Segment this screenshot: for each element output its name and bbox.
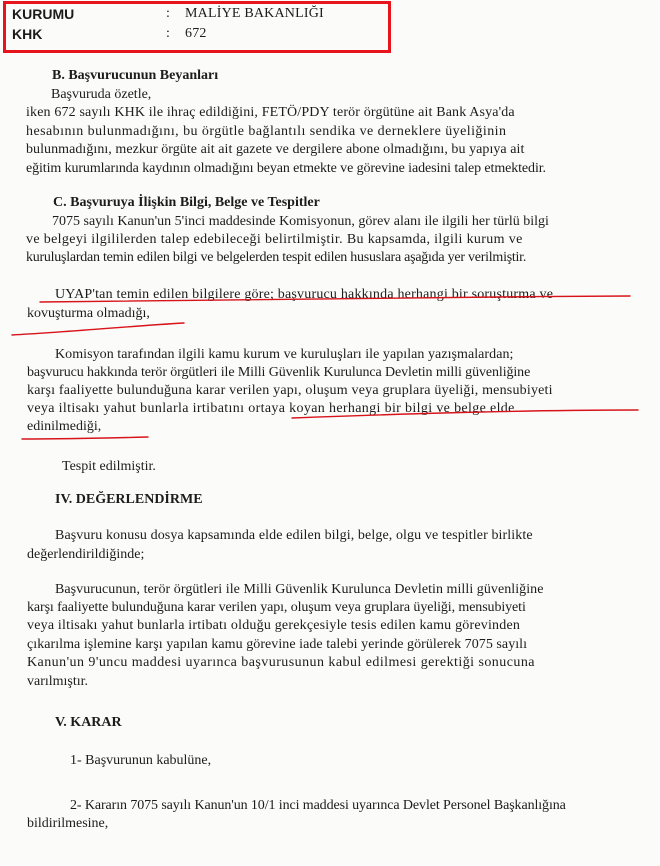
section-iv-title: IV. DEĞERLENDİRME [55, 492, 203, 507]
section-c-intro-line: 7075 sayılı Kanun'un 5'inci maddesinde Komisyonun, görev alanı ile ilgili her türlü bilgi [52, 214, 549, 229]
header-value-khk: 672 [185, 26, 207, 41]
section-iv-para2-line: Kanun'un 9'uncu maddesi uyarınca başvurusunun kabul edilmesi gerektiği sonucuna [27, 655, 535, 670]
section-iv-para2-line: çıkarılma işlemine karşı yapılan kamu görevine iade talebi yerinde görülerek 7075 sayılı [27, 637, 528, 652]
header-colon: : [166, 6, 170, 21]
karar-item-2-line: bildirilmesine, [27, 816, 109, 831]
komisyon-finding-line: karşı faaliyette bulunduğuna karar verilen yapı, oluşum veya gruplara üyeliği, mensubiyeti [27, 383, 553, 398]
karar-item-1: 1- Başvurunun kabulüne, [70, 753, 212, 768]
section-iv-para1-line: Başvuru konusu dosya kapsamında elde edilen bilgi, belge, olgu ve tespitler birlikte [55, 528, 533, 543]
header-label-khk: KHK [12, 26, 43, 42]
komisyon-finding-line: edinilmediği, [27, 419, 102, 434]
section-c-title: C. Başvuruya İlişkin Bilgi, Belge ve Tespitler [53, 195, 320, 210]
section-iv-para2-line: varılmıştır. [27, 674, 89, 689]
komisyon-finding-line: başvurucu hakkında terör örgütleri ile Milli Güvenlik Kurulunca Devletin milli güvenliğine [27, 365, 531, 380]
karar-item-2-line: 2- Kararın 7075 sayılı Kanun'un 10/1 inci maddesi uyarınca Devlet Personel Başkanlığına [70, 798, 566, 813]
section-b-line: bulunmadığını, mezkur örgüte ait ait gazete ve dergilere abone olmadığını, bu yapıya ait [26, 142, 525, 157]
komisyon-underline-2 [22, 437, 148, 439]
section-b-title: B. Başvurucunun Beyanları [52, 68, 219, 83]
komisyon-finding-line: Komisyon tarafından ilgili kamu kurum ve kuruluşları ile yapılan yazışmalardan; [55, 347, 514, 362]
section-c-intro-line: ve belgeyi ilgililerden talep edebileceği belirtilmiştir. Bu kapsamda, ilgili kurum ve [26, 232, 523, 247]
section-iv-para2-line: Başvurucunun, terör örgütleri ile Milli Güvenlik Kurulunca Devletin milli güvenliğine [55, 582, 544, 597]
header-value-kurumu: MALİYE BAKANLIĞI [185, 6, 324, 21]
uyap-finding-line: kovuşturma olmadığı, [27, 306, 150, 321]
uyap-underline-2 [12, 323, 184, 335]
section-b-line: eğitim kurumlarında kaydının olmadığını beyan etmekte ve görevine iadesini talep etmektedir. [26, 161, 546, 176]
section-b-line: iken 672 sayılı KHK ile ihraç edildiğini, FETÖ/PDY terör örgütüne ait Bank Asya'da [26, 105, 515, 120]
section-iv-para2-line: karşı faaliyette bulunduğuna karar verilen yapı, oluşum veya gruplara üyeliği, mensubiyeti [27, 600, 526, 615]
section-b-line: hesabının bulunmadığını, bu örgütle bağlantılı sendika ve derneklere üyeliğinin [26, 124, 507, 139]
header-colon: : [166, 26, 170, 41]
komisyon-finding-line: veya iltisakı yahut bunlarla irtibatını ortaya koyan herhangi bir bilgi ve belge elde [27, 401, 515, 416]
section-b-line: Başvuruda özetle, [51, 87, 152, 102]
section-c-closing: Tespit edilmiştir. [62, 459, 156, 474]
uyap-finding-line: UYAP'tan temin edilen bilgilere göre; başvurucu hakkında herhangi bir soruşturma ve [55, 287, 554, 302]
header-label-kurumu: KURUMU [12, 6, 75, 22]
section-iv-para2-line: veya iltisakı yahut bunlarla irtibatı olduğu gerekçesiyle tesis edilen kamu görevinden [27, 618, 521, 633]
section-v-title: V. KARAR [55, 715, 122, 730]
section-c-intro-line: kuruluşlardan temin edilen bilgi ve belgelerden tespit edilen hususlara aşağıda yer verilmiştir. [26, 250, 527, 265]
section-iv-para1-line: değerlendirildiğinde; [27, 547, 145, 562]
